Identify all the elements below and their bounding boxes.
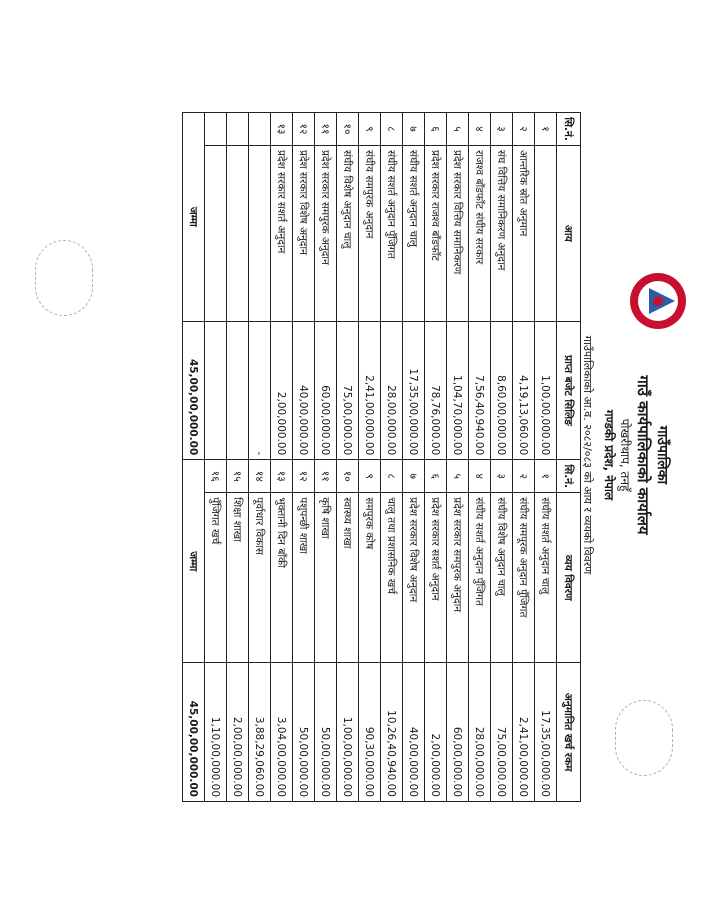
cell-income: प्रदेश सरकार सशर्त अनुदान — [271, 146, 293, 322]
table-row — [513, 113, 535, 802]
cell-income-amount: 7,56,40,940.00 — [469, 321, 491, 460]
cell-income-amount — [205, 321, 227, 460]
cell-sn-expense: ६ — [425, 460, 447, 493]
cell-income: संघ वित्तिय समानिकरण अनुदान — [491, 146, 513, 322]
cell-sn-income: ७ — [403, 113, 425, 146]
total-expense-amount: 45,00,00,000.00 — [183, 663, 205, 802]
col-header-expense-amount: अनुमानित खर्च रकम — [557, 663, 581, 802]
cell-income-amount: 75,00,000.00 — [337, 321, 359, 460]
cell-expense-amount: 60,00,000.00 — [447, 663, 469, 802]
cell-income-amount: - — [249, 321, 271, 460]
table-body — [183, 113, 557, 802]
cell-sn-expense: ७ — [403, 460, 425, 493]
cell-income — [205, 146, 227, 322]
cell-income: प्रदेश सरकार विशेष अनुदान — [293, 146, 315, 322]
cell-expense-amount: 40,00,000.00 — [403, 663, 425, 802]
cell-sn-expense: ९ — [359, 460, 381, 493]
table-header-row — [557, 113, 581, 802]
stamp-mark — [35, 240, 93, 316]
cell-income-amount: 60,00,000.00 — [315, 321, 337, 460]
cell-income — [227, 146, 249, 322]
stamp-mark — [615, 700, 673, 776]
cell-income — [249, 146, 271, 322]
cell-income-amount: 17,35,00,000.00 — [403, 321, 425, 460]
cell-expense: स्वास्थ्य शाखा — [337, 493, 359, 663]
cell-sn-expense: १२ — [293, 460, 315, 493]
cell-sn-expense: १० — [337, 460, 359, 493]
cell-sn-income: ९ — [359, 113, 381, 146]
cell-sn-income: ४ — [469, 113, 491, 146]
cell-sn-income: १० — [337, 113, 359, 146]
cell-expense: भुक्तानी दिन बाँकी — [271, 493, 293, 663]
cell-expense: शिक्षा शाखा — [227, 493, 249, 663]
table-row — [469, 113, 491, 802]
table-row — [249, 113, 271, 802]
cell-income: प्रदेश सरकार समपुरक अनुदान — [315, 146, 337, 322]
cell-sn-expense: २ — [513, 460, 535, 493]
cell-sn-income: ११ — [315, 113, 337, 146]
cell-expense-amount: 2,00,000.00 — [425, 663, 447, 802]
cell-sn-expense: ५ — [447, 460, 469, 493]
cell-sn-expense: ४ — [469, 460, 491, 493]
cell-income: प्रदेश सरकार राजश्व बाँडफाँट — [425, 146, 447, 322]
cell-income: संघीय सशर्त अनुदान पुँजिगत — [381, 146, 403, 322]
cell-income-amount: 40,00,000.00 — [293, 321, 315, 460]
cell-expense-amount: 28,00,000.00 — [469, 663, 491, 802]
cell-expense: प्रदेश सरकार विशेष अनुदान — [403, 493, 425, 663]
cell-income: आन्तरिक स्रोत अनुमान — [513, 146, 535, 322]
cell-sn-income — [249, 113, 271, 146]
cell-sn-expense: १ — [535, 460, 557, 493]
total-income-amount: 45,00,00,000.00 — [183, 321, 205, 460]
cell-income — [535, 146, 557, 322]
col-header-income-amount: प्राप्त बजेट सिलिङ — [557, 321, 581, 460]
cell-sn-income: ८ — [381, 113, 403, 146]
table-row — [447, 113, 469, 802]
cell-expense: कृषि शाखा — [315, 493, 337, 663]
cell-expense-amount: 3,04,00,000.00 — [271, 663, 293, 802]
table-row — [381, 113, 403, 802]
col-header-sn-income: सि.नं. — [557, 113, 581, 146]
cell-expense-amount: 2,00,00,000.00 — [227, 663, 249, 802]
cell-sn-expense: १५ — [227, 460, 249, 493]
cell-expense-amount: 2,41,00,000.00 — [513, 663, 535, 802]
cell-expense: पुँजिगत खर्च — [205, 493, 227, 663]
cell-income-amount: 4,19,13,060.00 — [513, 321, 535, 460]
cell-sn-expense: ३ — [491, 460, 513, 493]
cell-expense: संघीय सशर्त अनुदान चालु — [535, 493, 557, 663]
cell-expense: प्रदेश सरकार सशर्त अनुदान — [425, 493, 447, 663]
cell-sn-income: ५ — [447, 113, 469, 146]
cell-income: राजश्व बाँडफाँट संघीय सरकार — [469, 146, 491, 322]
cell-expense: पशुपन्छी शाखा — [293, 493, 315, 663]
cell-sn-expense: १३ — [271, 460, 293, 493]
cell-expense-amount: 10,26,40,940.00 — [381, 663, 403, 802]
cell-expense: संघीय समपूरक अनुदान पुँजिगत — [513, 493, 535, 663]
table-row — [359, 113, 381, 802]
col-header-expense: व्यय विवरण — [557, 493, 581, 663]
cell-income-amount: 2,00,000.00 — [271, 321, 293, 460]
cell-sn-income — [227, 113, 249, 146]
table-caption: गाउँपालिकाको आ.व. २०८२/०८३ को आय र व्ययको विवरण — [581, 335, 594, 575]
cell-expense: संघीय विशेष अनुदान चालु — [491, 493, 513, 663]
cell-income-amount: 1,04,70,000.00 — [447, 321, 469, 460]
cell-income: संघीय सशर्त अनुदान चालु — [403, 146, 425, 322]
header-line-1: गाउँपालिका — [654, 425, 670, 485]
cell-expense: संघीय सशर्त अनुदान पुँजिगत — [469, 493, 491, 663]
cell-sn-income: ३ — [491, 113, 513, 146]
table-row — [403, 113, 425, 802]
table-row — [315, 113, 337, 802]
cell-income-amount: 78,76,000.00 — [425, 321, 447, 460]
cell-income-amount — [227, 321, 249, 460]
cell-sn-income: १२ — [293, 113, 315, 146]
cell-sn-expense: ११ — [315, 460, 337, 493]
header-province: गण्डकी प्रदेश, नेपाल — [602, 409, 616, 501]
cell-sn-income: ६ — [425, 113, 447, 146]
table-row — [535, 113, 557, 802]
cell-expense-amount: 1,10,00,000.00 — [205, 663, 227, 802]
table-row — [491, 113, 513, 802]
table-row — [227, 113, 249, 802]
table-row — [337, 113, 359, 802]
cell-sn-income: २ — [513, 113, 535, 146]
cell-income-amount: 8,60,00,000.00 — [491, 321, 513, 460]
cell-expense-amount: 50,00,000.00 — [293, 663, 315, 802]
cell-income: संघीय विशेष अनुदान चालु — [337, 146, 359, 322]
cell-sn-income — [205, 113, 227, 146]
cell-income-amount: 2,41,00,000.00 — [359, 321, 381, 460]
col-header-sn-expense: सि.नं. — [557, 460, 581, 493]
table-row — [205, 113, 227, 802]
cell-income: प्रदेश सरकार वित्तिय समानिकरण — [447, 146, 469, 322]
cell-income: संघीय समपुरक अनुदान — [359, 146, 381, 322]
table-row — [271, 113, 293, 802]
col-header-income: आय — [557, 146, 581, 322]
cell-sn-expense: १६ — [205, 460, 227, 493]
cell-income-amount: 28,00,000.00 — [381, 321, 403, 460]
cell-income-amount: 1,00,00,000.00 — [535, 321, 557, 460]
cell-expense-amount: 90,30,000.00 — [359, 663, 381, 802]
cell-expense-amount: 50,00,000.00 — [315, 663, 337, 802]
cell-sn-income: १ — [535, 113, 557, 146]
total-income-label: जम्मा — [183, 113, 205, 322]
cell-expense: पूर्वाधार विकास — [249, 493, 271, 663]
cell-expense: चालु तथा प्रशासनिक खर्च — [381, 493, 403, 663]
table-row — [425, 113, 447, 802]
table-row — [293, 113, 315, 802]
cell-expense: समपुरक कोष — [359, 493, 381, 663]
income-expense-table — [182, 112, 581, 802]
cell-sn-expense: १४ — [249, 460, 271, 493]
cell-expense-amount: 3,88,29,060.00 — [249, 663, 271, 802]
cell-expense-amount: 1,00,00,000.00 — [337, 663, 359, 802]
cell-expense: प्रदेश सरकार समपुरक अनुदान — [447, 493, 469, 663]
total-row — [183, 113, 205, 802]
cell-sn-expense: ८ — [381, 460, 403, 493]
cell-expense-amount: 75,00,000.00 — [491, 663, 513, 802]
cell-expense-amount: 17,35,00,000.00 — [535, 663, 557, 802]
header-office-name: गाउँ कार्यपालिकाको कार्यालय — [634, 375, 652, 535]
header-address: पोखरीथाप, तनहुँ — [618, 418, 632, 492]
total-expense-label: जम्मा — [183, 460, 205, 663]
cell-sn-income: १३ — [271, 113, 293, 146]
